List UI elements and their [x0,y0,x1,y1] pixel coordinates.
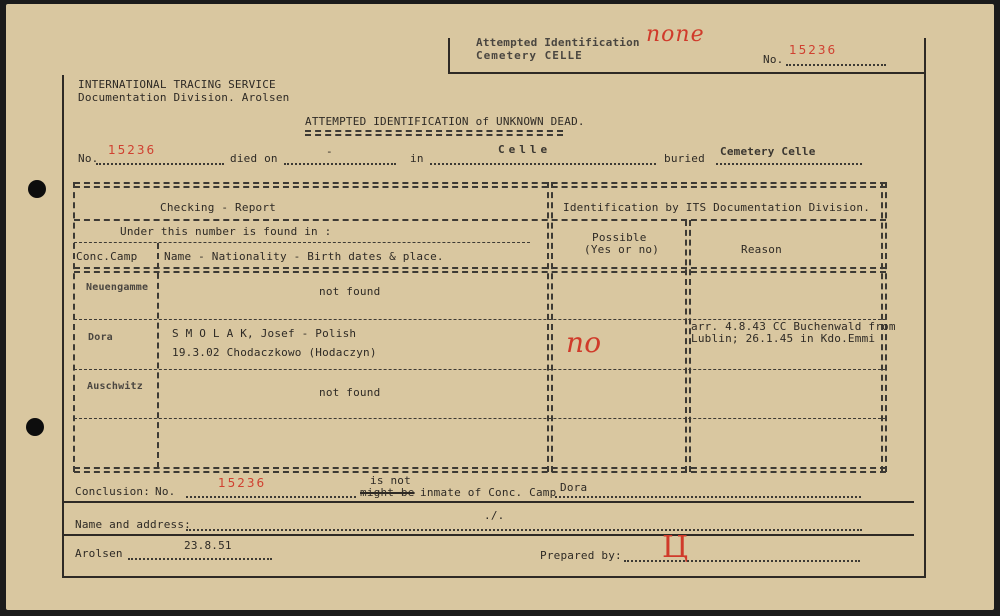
found-in-header: Under this number is found in : [120,225,332,238]
possible-header-1: Possible [592,231,647,244]
header-no-dots [786,64,886,66]
table-rule [74,242,530,243]
name-address-value: ./. [484,509,505,522]
record-no-value: 15236 [108,143,157,157]
header-no-value: 15236 [789,43,838,57]
table-col-divider [551,182,553,472]
died-on-dots [284,163,396,165]
table-bottom-border [74,467,886,469]
conclusion-camp-value: Dora [560,481,588,494]
buried-label: buried [664,152,705,165]
conclusion-inmate-text: inmate of Conc. Camp [420,486,557,499]
row-reason-line2: Lublin; 26.1.45 in Kdo.Emmi [691,332,876,345]
in-dots [430,163,656,165]
conclusion-camp-dots [555,496,861,498]
row-camp: Auschwitz [87,381,143,392]
row-possible: no [566,326,602,359]
title-underline [305,134,563,136]
table-top-border [74,182,886,184]
table-rule [74,267,886,269]
conclusion-might-be: might be [360,486,415,499]
conclusion-no-dots [186,496,356,498]
table-col-divider [547,182,549,472]
org-line2: Documentation Division. Arolsen [78,91,290,104]
table-col-divider [689,220,691,472]
row-name-line2: 19.3.02 Chodaczkowo (Hodaczyn) [172,346,377,359]
stamp-box-border [448,72,926,74]
died-on-label: died on [230,152,278,165]
stamp-line2: Cemetery CELLE [476,49,583,62]
header-no-label: No. [763,53,784,66]
in-value: Celle [498,143,552,156]
row-name-line1: not found [319,386,381,399]
table-col-divider [685,220,687,472]
identification-header: Identification by ITS Documentation Division. [563,201,871,214]
bottom-border [62,576,926,578]
punch-hole [26,418,44,436]
row-name-line1: not found [319,285,381,298]
in-label: in [410,152,424,165]
footer-rule [62,501,914,503]
punch-hole [28,180,46,198]
record-no-label: No. [78,152,99,165]
reason-header: Reason [741,243,782,256]
handwritten-none: none [646,22,705,47]
conclusion-no-value: 15236 [218,476,267,490]
table-rule [74,219,886,221]
signature: Ц [662,530,689,565]
table-left-border [73,182,75,472]
title-underline [305,130,563,132]
form-title: ATTEMPTED IDENTIFICATION of UNKNOWN DEAD. [305,115,585,128]
died-on-value: - [326,145,333,158]
right-border [924,38,926,578]
org-line1: INTERNATIONAL TRACING SERVICE [78,78,276,91]
row-reason-line1: arr. 4.8.43 CC Buchenwald from [691,320,896,333]
row-camp: Neuengamme [86,282,149,293]
footer-rule [62,534,914,536]
conclusion-is-not: is not [370,474,411,487]
stamp-line1: Attempted Identification [476,36,640,49]
checking-report-header: Checking - Report [160,201,276,214]
prepared-label: Prepared by: [540,549,622,562]
name-address-dots [186,529,862,531]
table-rule [74,418,886,419]
table-bottom-border [74,471,886,473]
table-col-divider [157,243,159,468]
conclusion-no-label: No. [155,485,176,498]
record-no-dots [96,163,224,165]
stamp-box-border [448,38,450,74]
conclusion-label: Conclusion: [75,485,151,498]
col-camp-header: Conc.Camp [76,250,138,263]
row-camp: Dora [88,332,113,343]
table-top-border [74,186,886,188]
table-rule [74,271,886,273]
possible-header-2: (Yes or no) [584,243,660,256]
date-dots [128,558,272,560]
buried-dots [716,163,862,165]
prepared-dots [624,560,860,562]
place-label: Arolsen [75,547,123,560]
col-name-header: Name - Nationality - Birth dates & place. [164,250,444,263]
date-value: 23.8.51 [184,539,232,552]
buried-value: Cemetery Celle [720,145,816,158]
name-address-label: Name and address: [75,518,191,531]
row-name-line1: S M O L A K, Josef - Polish [172,327,357,340]
table-rule [74,369,886,370]
